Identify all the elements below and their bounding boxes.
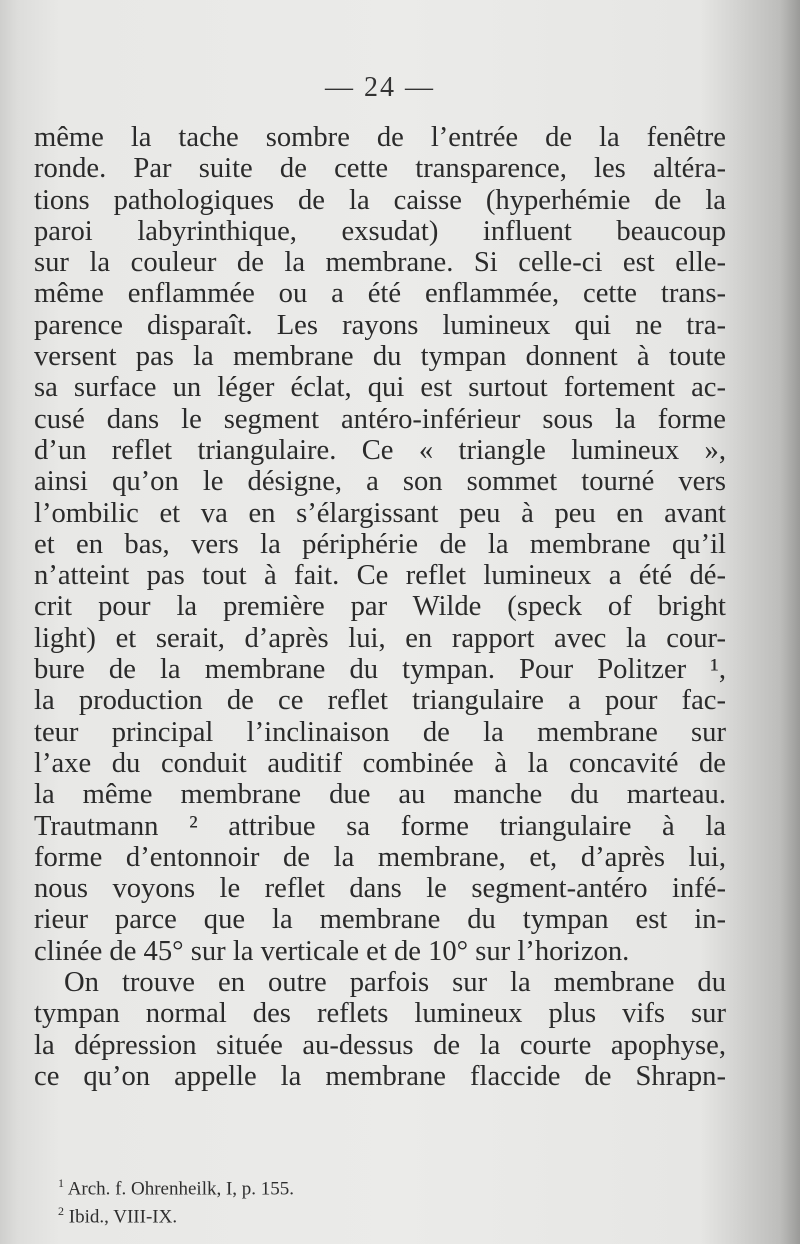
text-line: d’un reflet triangulaire. Ce « triangle lumineux »,: [34, 434, 726, 466]
text-line: light) et serait, d’après lui, en rapport avec la cour-: [34, 622, 726, 654]
page-number: — 24 —: [325, 72, 435, 103]
body-text: [34, 122, 726, 1092]
text-line: clinée de 45° sur la verticale et de 10° sur l’horizon.: [34, 935, 630, 967]
footnote-text: Arch. f. Ohrenheilk, I, p. 155.: [67, 1178, 295, 1200]
text-line: ronde. Par suite de cette transparence, les altéra-: [34, 153, 726, 185]
text-line: même la tache sombre de l’entrée de la fenêtre: [34, 122, 726, 153]
footnote-text: Ibid., VIII-IX.: [68, 1206, 178, 1228]
text-line: n’atteint pas tout à fait. Ce reflet lumineux a été dé-: [34, 560, 726, 592]
text-line: ainsi qu’on le désigne, a son sommet tourné vers: [34, 466, 726, 498]
text-line: forme d’entonnoir de la membrane, et, d’après lui,: [34, 841, 726, 873]
footnote-mark: 2: [58, 1204, 64, 1219]
text-line: crit pour la première par Wilde (speck of bright: [34, 591, 726, 623]
footnotes: [58, 1172, 294, 1229]
text-line: ce qu’on appelle la membrane flaccide de Shrapn-: [34, 1060, 726, 1092]
text-line: On trouve en outre parfois sur la membrane du: [64, 967, 726, 999]
text-line: sur la couleur de la membrane. Si celle-ci est elle-: [34, 247, 726, 279]
text-line: versent pas la membrane du tympan donnent à toute: [34, 341, 726, 373]
text-line: Trautmann ² attribue sa forme triangulaire à la: [34, 810, 726, 842]
text-line: bure de la membrane du tympan. Pour Politzer ¹,: [34, 654, 726, 686]
footnote: [58, 1172, 294, 1200]
text-line: paroi labyrinthique, exsudat) influent beaucoup: [34, 215, 726, 247]
text-line: la dépression située au-dessus de la courte apophyse,: [34, 1029, 726, 1061]
text-line: teur principal l’inclinaison de la membrane sur: [34, 716, 726, 748]
text-line: tions pathologiques de la caisse (hyperhémie de la: [34, 184, 726, 216]
footnote-mark: 1: [58, 1176, 64, 1190]
text-line: parence disparaît. Les rayons lumineux qui ne tra-: [34, 309, 726, 341]
footnote: [58, 1200, 294, 1228]
text-line: même enflammée ou a été enflammée, cette trans-: [34, 278, 726, 310]
text-line: et en bas, vers la périphérie de la membrane qu’il: [34, 528, 726, 560]
text-line: la production de ce reflet triangulaire a pour fac-: [34, 685, 726, 717]
text-line: nous voyons le reflet dans le segment-antéro infé-: [34, 873, 726, 905]
text-line: sa surface un léger éclat, qui est surtout fortement ac-: [34, 372, 726, 404]
text-line: cusé dans le segment antéro-inférieur sous la forme: [34, 403, 726, 435]
text-line: rieur parce que la membrane du tympan est in-: [34, 904, 726, 936]
text-line: l’ombilic et va en s’élargissant peu à peu en avant: [34, 497, 726, 529]
text-line: l’axe du conduit auditif combinée à la concavité de: [34, 747, 726, 779]
text-line: la même membrane due au manche du marteau.: [34, 779, 726, 811]
text-line: tympan normal des reflets lumineux plus vifs sur: [34, 998, 726, 1030]
